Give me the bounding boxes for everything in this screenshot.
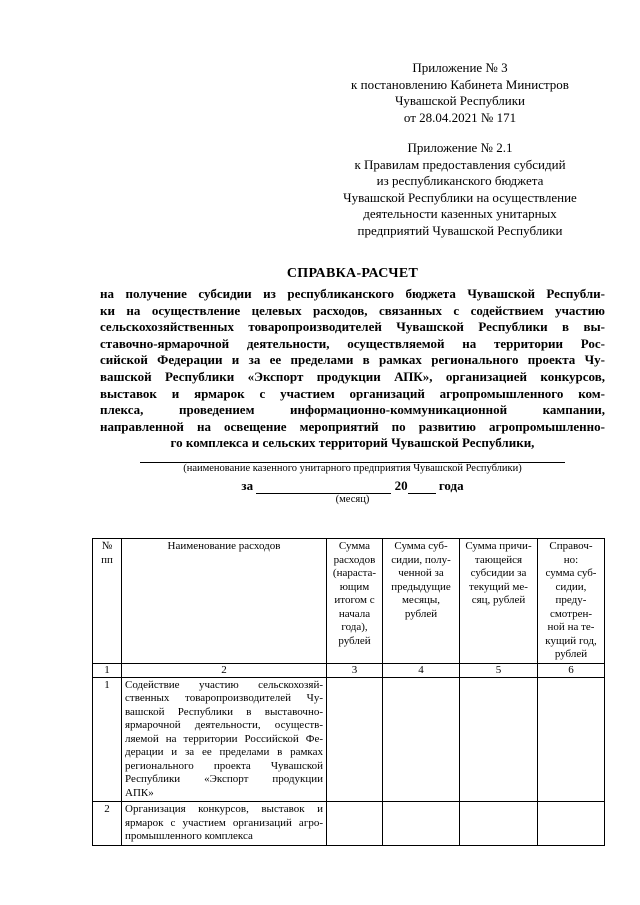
subtitle-line: плекса, проведением информационно-коммуникационной кампании, (100, 402, 605, 418)
subtitle-line: сельскохозяйственных товаропроизводителей Чувашской Республики в вы- (100, 319, 605, 335)
cell-reference-subsidy[interactable] (538, 677, 605, 802)
cell-received-subsidy[interactable] (383, 802, 460, 846)
header-cell-expense-name: Наименование расходов (122, 539, 327, 664)
appendix-main-line: к постановлению Кабинета Министров (351, 76, 569, 92)
appendix-main-line: Приложение № 3 (412, 60, 508, 75)
cell-expense-sum[interactable] (327, 802, 383, 846)
cell-due-subsidy[interactable] (460, 802, 538, 846)
period-prefix: за (241, 478, 254, 493)
appendix-rules-line: предприятий Чувашской Республики (357, 222, 563, 238)
year-field[interactable] (408, 479, 436, 494)
table-header-row (93, 539, 605, 664)
month-field[interactable] (256, 479, 391, 494)
column-number: 1 (93, 663, 122, 677)
column-number: 5 (460, 663, 538, 677)
appendix-rules-line: из республиканского бюджета (376, 173, 544, 188)
period-suffix: года (438, 478, 464, 493)
subtitle-line: направленной на освещение мероприятий по развитию агропромышленно- (100, 418, 605, 434)
row-expense-name: Организация конкурсов, выставок и ярмарок с участием организаций агро- промышленного комплекса (122, 802, 327, 846)
column-number: 3 (327, 663, 383, 677)
header-cell-expense-sum: Сумма расходов (нараста- ющим итогом с начала года), рублей (327, 539, 383, 664)
appendix-rules-line: Чувашской Республики на осуществление (343, 189, 577, 205)
appendix-rules-header (320, 140, 600, 239)
header-cell-number: № пп (93, 539, 122, 664)
document-subtitle (100, 286, 605, 452)
table-row (93, 677, 605, 802)
row-expense-name: Содействие участию сельскохозяй- ственных товаропроизводителей Чу- вашской Республики в выставочно- ярмарочной деятельности, осуществ- ляемой на территории Российской Фе- дерации и за ее пределами в рамках регионального проекта Чувашской Республики «Экспорт продукции АПК» (122, 677, 327, 802)
column-number: 6 (538, 663, 605, 677)
appendix-main-line: Чувашской Республики (394, 93, 526, 108)
cell-received-subsidy[interactable] (383, 677, 460, 802)
row-number: 2 (93, 802, 122, 846)
column-number: 2 (122, 663, 327, 677)
period-line (140, 478, 565, 494)
subtitle-line: ки на осуществление целевых расходов, связанных с содействием участию (100, 302, 605, 318)
subtitle-line: ставочно-ярмарочной деятельности, осуществляемой на территории Рос- (100, 335, 605, 351)
subtitle-line: на получение субсидии из республиканского бюджета Чувашской Республи- (100, 286, 605, 301)
cell-due-subsidy[interactable] (460, 677, 538, 802)
calculation-table (92, 538, 605, 846)
subtitle-line: сийской Федерации и за ее пределами в рамках регионального проекта Чу- (100, 352, 605, 368)
enterprise-caption: (наименование казенного унитарного предприятия Чувашской Республики) (183, 463, 522, 474)
column-number: 4 (383, 663, 460, 677)
header-cell-reference-subsidy: Справоч- но: сумма суб- сидии, преду- смотрен- ной на те- кущий год, рублей (538, 539, 605, 664)
subtitle-line: выставок и ярмарок с участием организаций агропромышленного ком- (100, 385, 605, 401)
row-number: 1 (93, 677, 122, 802)
appendix-main-header (320, 60, 600, 126)
subtitle-line: го комплекса и сельских территорий Чувашской Республики, (170, 435, 535, 451)
table-row (93, 802, 605, 846)
appendix-rules-line: к Правилам предоставления субсидий (354, 156, 566, 172)
cell-reference-subsidy[interactable] (538, 802, 605, 846)
column-number-row (93, 663, 605, 677)
appendix-rules-line: деятельности казенных унитарных (363, 206, 557, 221)
document-title: СПРАВКА-РАСЧЕТ (286, 266, 419, 281)
month-caption: (месяц) (335, 494, 370, 505)
header-cell-received-subsidy: Сумма суб- сидии, полу- ченной за предыдущие месяцы, рублей (383, 539, 460, 664)
appendix-rules-line: Приложение № 2.1 (407, 140, 513, 155)
cell-expense-sum[interactable] (327, 677, 383, 802)
period-century: 20 (394, 478, 408, 493)
appendix-main-line: от 28.04.2021 № 171 (403, 109, 517, 125)
header-cell-due-subsidy: Сумма причи- тающейся субсидии за текущий ме- сяц, рублей (460, 539, 538, 664)
subtitle-line: вашской Республики «Экспорт продукции АПК», организацией конкурсов, (100, 368, 605, 384)
